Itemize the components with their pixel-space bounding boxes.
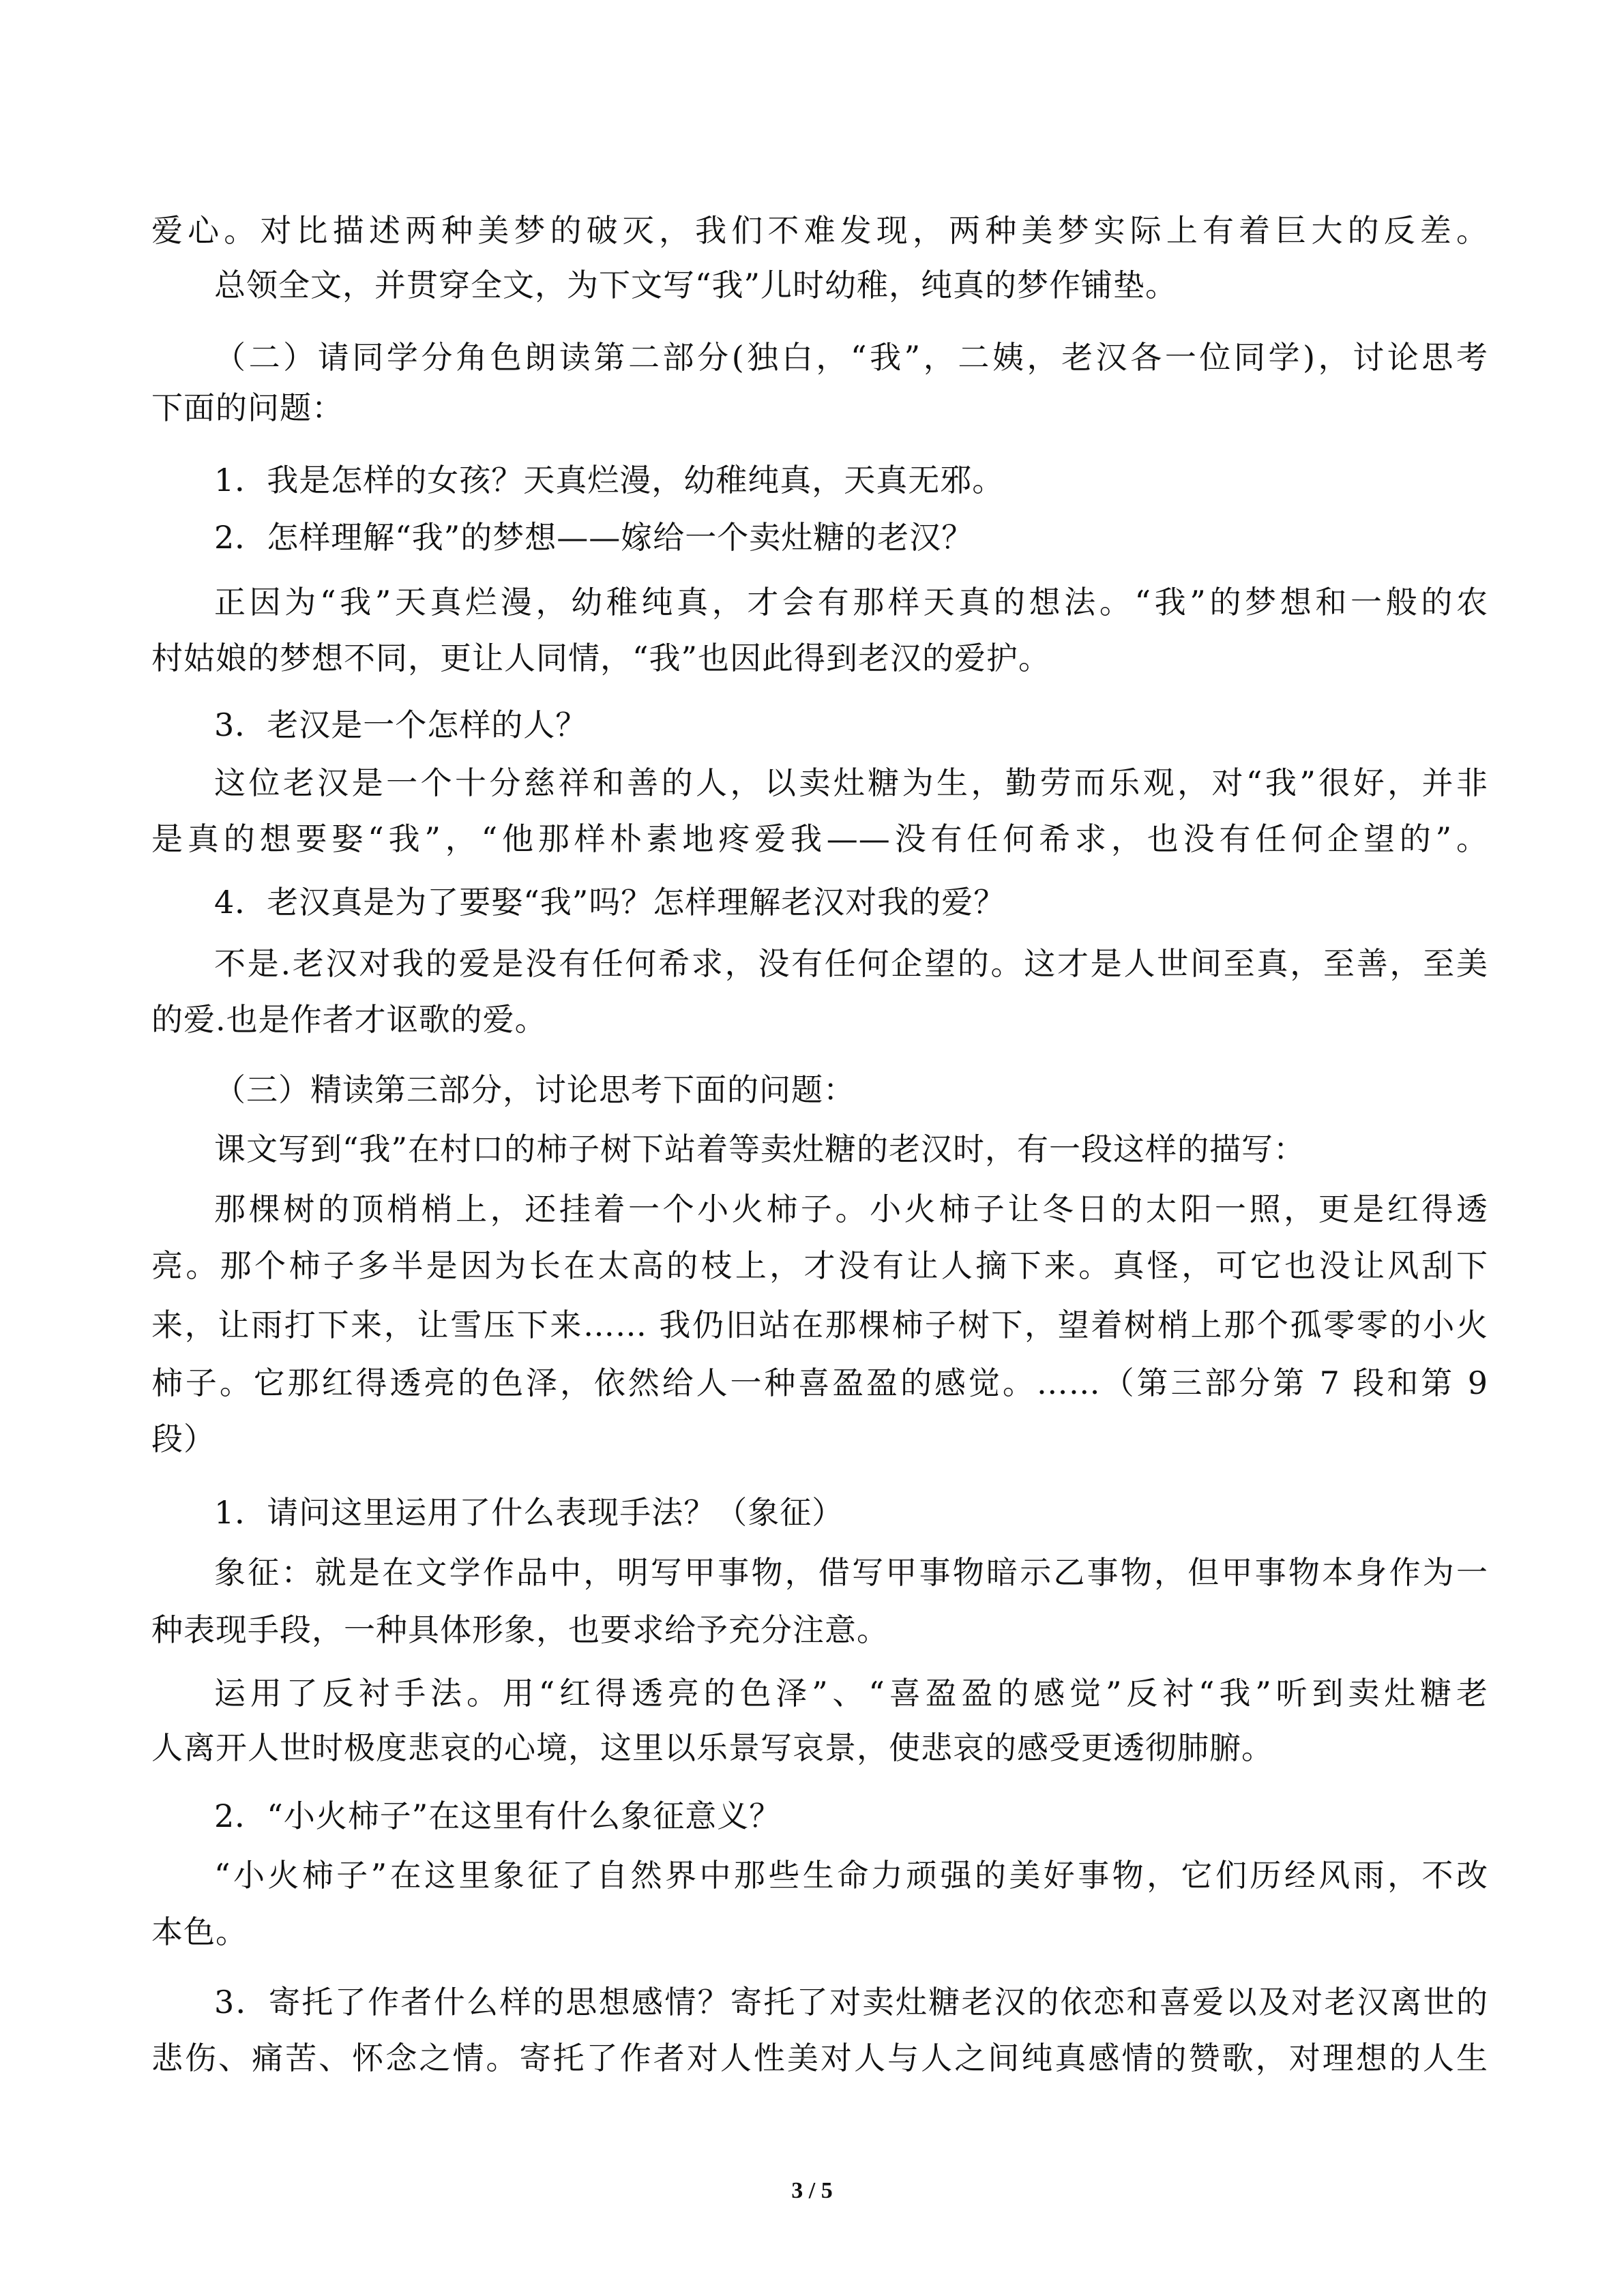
text-line: 种表现手段，一种具体形象，也要求给予充分注意。 [151,1611,889,1648]
text-line: 那棵树的顶梢梢上，还挂着一个小火柿子。小火柿子让冬日的太阳一照，更是红得透 [214,1191,1488,1227]
text-line: 2．“小火柿子”在这里有什么象征意义？ [214,1798,782,1834]
text-line: 运用了反衬手法。用“红得透亮的色泽”、“喜盈盈的感觉”反衬“我”听到卖灶糖老 [214,1675,1488,1712]
text-line: 1．我是怎样的女孩？天真烂漫，幼稚纯真，天真无邪。 [214,462,1005,498]
text-line: 柿子。它那红得透亮的色泽，依然给人一种喜盈盈的感觉。……（第三部分第 7 段和第 9 [151,1365,1488,1401]
text-line: 不是.老汉对我的爱是没有任何希求，没有任何企望的。这才是人世间至真，至善，至美 [214,945,1488,982]
text-line: 的爱.也是作者才讴歌的爱。 [151,1001,547,1038]
text-line: 是真的想要娶“我”，“他那样朴素地疼爱我——没有任何希求，也没有任何企望的”。 [151,820,1488,857]
text-line: 段） [151,1420,216,1457]
text-line: 人离开人世时极度悲哀的心境，这里以乐景写哀景，使悲哀的感受更透彻肺腑。 [151,1729,1273,1766]
text-line: 村姑娘的梦想不同，更让人同情，“我”也因此得到老汉的爱护。 [151,640,1051,676]
page-number: 3 / 5 [791,2178,833,2203]
text-line: 来，让雨打下来，让雪压下来…… 我仍旧站在那棵柿子树下，望着树梢上那个孤零零的小火 [151,1307,1488,1343]
text-line: 象征：就是在文学作品中，明写甲事物，借写甲事物暗示乙事物，但甲事物本身作为一 [214,1554,1488,1591]
text-line: 3．寄托了作者什么样的思想感情？寄托了对卖灶糖老汉的依恋和喜爱以及对老汉离世的 [214,1984,1488,2021]
text-line: 爱心。对比描述两种美梦的破灭，我们不难发现，两种美梦实际上有着巨大的反差。 [151,212,1488,249]
text-line: （二）请同学分角色朗读第二部分(独白，“我”，二姨，老汉各一位同学)，讨论思考 [214,339,1488,376]
text-line: 悲伤、痛苦、怀念之情。寄托了作者对人性美对人与人之间纯真感情的赞歌，对理想的人生 [151,2040,1488,2076]
text-line: 课文写到“我”在村口的柿子树下站着等卖灶糖的老汉时，有一段这样的描写： [214,1131,1306,1167]
text-line: 总领全文，并贯穿全文，为下文写“我”儿时幼稚，纯真的梦作铺垫。 [214,267,1178,303]
text-line: 这位老汉是一个十分慈祥和善的人，以卖灶糖为生，勤劳而乐观，对“我”很好，并非 [214,764,1488,801]
text-line: 4．老汉真是为了要娶“我”吗？怎样理解老汉对我的爱？ [214,884,1006,921]
text-line: 本色。 [151,1913,248,1950]
text-line: 2．怎样理解“我”的梦想——嫁给一个卖灶糖的老汉？ [214,519,974,556]
text-line: 下面的问题： [151,389,344,426]
text-line: 亮。那个柿子多半是因为长在太高的枝上，才没有让人摘下来。真怪，可它也没让风刮下 [151,1247,1488,1284]
text-line: （三）精读第三部分，讨论思考下面的问题： [214,1071,855,1108]
text-line: 1．请问这里运用了什么表现手法？（象征） [214,1494,844,1531]
text-line: 3．老汉是一个怎样的人？ [214,706,588,743]
text-line: “小火柿子”在这里象征了自然界中那些生命力顽强的美好事物，它们历经风雨，不改 [214,1857,1488,1894]
text-line: 正因为“我”天真烂漫，幼稚纯真，才会有那样天真的想法。“我”的梦想和一般的农 [214,584,1488,621]
